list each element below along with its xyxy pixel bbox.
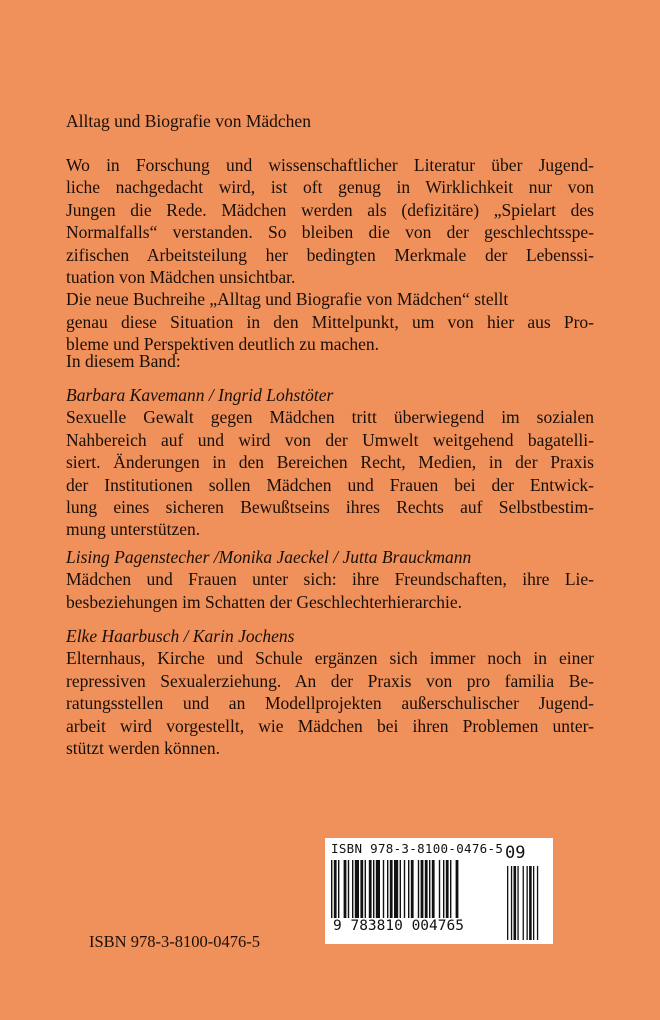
entry-authors: Lising Pagenstecher /Monika Jaeckel / Jutta Brauckmann	[66, 547, 472, 567]
barcode-addon-bar	[533, 866, 534, 940]
band-heading: In diesem Band:	[66, 351, 181, 371]
intro-line: bleme und Perspektiven deutlich zu machen.	[66, 334, 379, 355]
barcode-addon-bar	[523, 866, 524, 940]
barcode-addon-bar	[507, 866, 508, 940]
entry-2	[66, 546, 594, 613]
entry-3	[66, 625, 594, 759]
barcode-addon-bar	[529, 866, 532, 940]
entry-1	[66, 384, 594, 541]
intro-line: Wo in Forschung und wissenschaftlicher Literatur über Jugend-	[66, 155, 594, 175]
barcode-addon-digits: 09	[505, 843, 526, 863]
intro-line: tuation von Mädchen unsichtbar.	[66, 267, 296, 288]
entry-authors: Barbara Kavemann / Ingrid Lohstöter	[66, 385, 334, 405]
barcode-isbn-text: ISBN 978-3-8100-0476-5	[331, 841, 504, 856]
entry-line: Elternhaus, Kirche und Schule ergänzen sich immer noch in einer	[66, 648, 594, 669]
series-title: Alltag und Biografie von Mädchen	[66, 111, 311, 131]
barcode-addon-bar	[517, 866, 518, 940]
barcode-addon-bar	[511, 866, 512, 940]
barcode-addon-bar	[514, 866, 517, 940]
entry-line: lung eines sicheren Bewußtseins ihres Rechts auf Selbstbestim-	[66, 497, 594, 518]
barcode-digits: 9 783810 004765	[333, 918, 464, 934]
barcode-addon-bar	[527, 866, 528, 940]
intro-line: zifischen Arbeitsteilung her bedingten Merkmale der Lebenssi-	[66, 244, 594, 265]
entry-line: stützt werden können.	[66, 738, 221, 759]
entry-line: arbeit wird vorgestellt, wie Mädchen bei ihren Problemen unter-	[66, 715, 594, 736]
entry-line: Nahbereich auf und wird von der Umwelt weitgehend bagatelli-	[66, 429, 594, 450]
entry-line: ratungsstellen und an Modellprojekten außerschulischer Jugend-	[66, 693, 594, 714]
barcode-addon-bar	[537, 866, 538, 940]
intro-line: liche nachgedacht wird, ist oft genug in Wirklichkeit nur von	[66, 177, 594, 198]
entry-line: Mädchen und Frauen unter sich: ihre Freundschaften, ihre Lie-	[66, 569, 594, 590]
isbn-barcode	[325, 838, 553, 944]
entry-authors: Elke Haarbusch / Karin Jochens	[66, 626, 295, 646]
entry-line: der Institutionen sollen Mädchen und Frauen bei der Entwick-	[66, 474, 594, 495]
entry-line: besbeziehungen im Schatten der Geschlechterhierarchie.	[66, 591, 462, 612]
entry-line: mung unterstützen.	[66, 519, 201, 540]
intro-paragraph	[66, 154, 594, 356]
intro-line: Die neue Buchreihe „Alltag und Biografie von Mädchen“ stellt	[66, 289, 509, 310]
entry-line: Sexuelle Gewalt gegen Mädchen tritt überwiegend im sozialen	[66, 407, 594, 428]
entry-line: siert. Änderungen in den Bereichen Recht, Medien, in der Praxis	[66, 452, 594, 473]
isbn-label: ISBN 978-3-8100-0476-5	[89, 932, 260, 951]
entry-line: repressiven Sexualerziehung. An der Praxis von pro familia Be-	[66, 670, 594, 691]
intro-line: Jungen die Rede. Mädchen werden als (defizitäre) „Spielart des	[66, 199, 594, 220]
intro-line: Normalfalls“ verstanden. So bleiben die von der geschlechtsspe-	[66, 222, 594, 243]
intro-line: genau diese Situation in den Mittelpunkt, um von hier aus Pro-	[66, 311, 594, 332]
